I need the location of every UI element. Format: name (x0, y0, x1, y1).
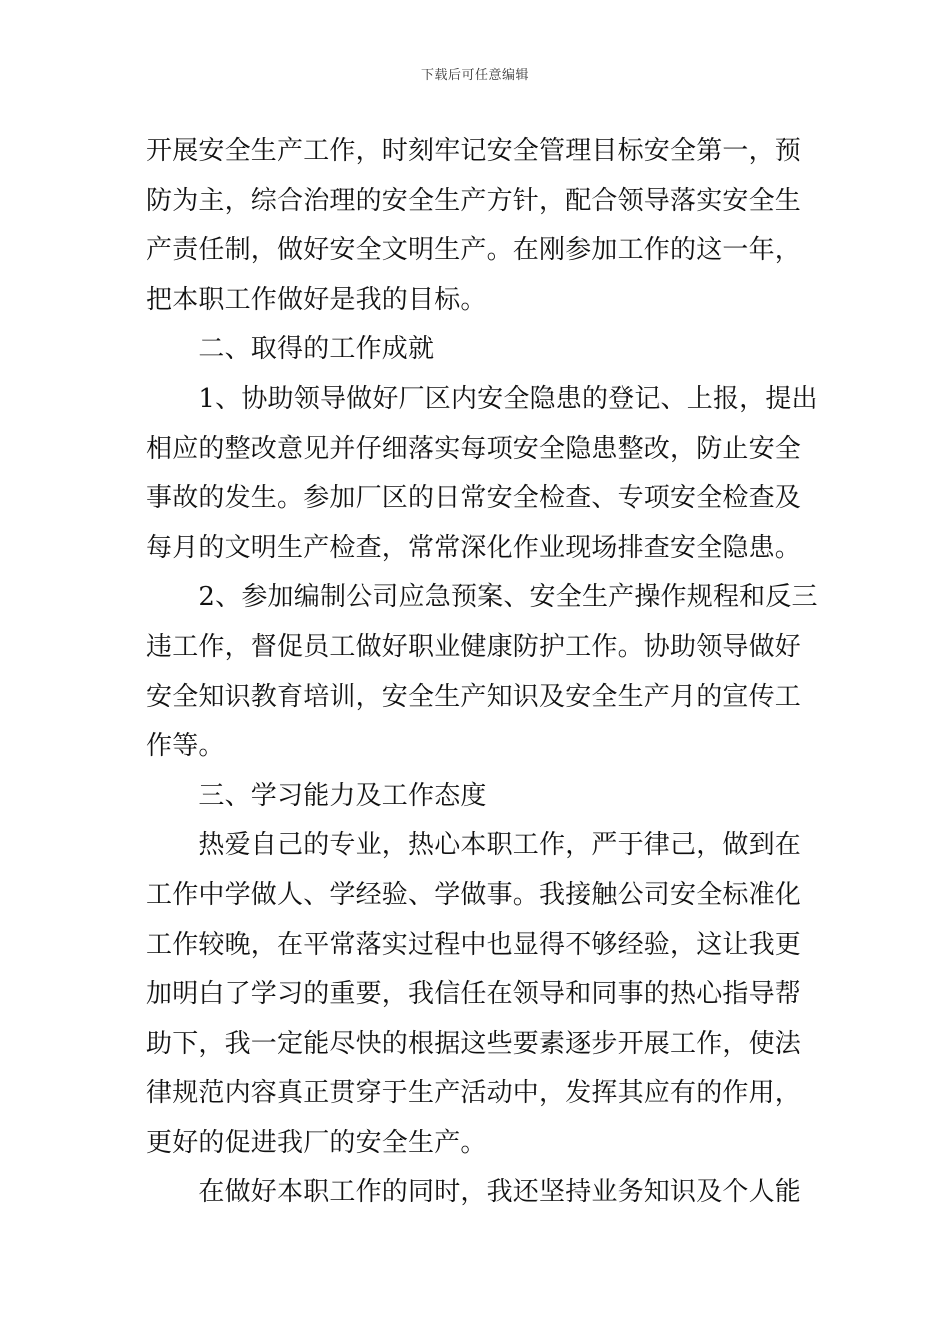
document-body (146, 127, 818, 1218)
text-line: 2、参加编制公司应急预案、安全生产操作规程和反三 (146, 582, 818, 613)
text-line: 助下，我一定能尽快的根据这些要素逐步开展工作，使法 (146, 1028, 802, 1059)
text-line: 更好的促进我厂的安全生产。 (146, 1127, 487, 1158)
text-line: 热爱自己的专业，热心本职工作，严于律己，做到在 (146, 830, 802, 861)
text-line: 1、协助领导做好厂区内安全隐患的登记、上报，提出 (146, 383, 818, 414)
text-line: 把本职工作做好是我的目标。 (146, 284, 487, 315)
text-line: 作等。 (146, 731, 225, 762)
text-line: 事故的发生。参加厂区的日常安全检查、专项安全检查及 (146, 483, 802, 514)
text-line: 工作较晚，在平常落实过程中也显得不够经验，这让我更 (146, 929, 802, 960)
text-line: 律规范内容真正贯穿于生产活动中，发挥其应有的作用， (146, 1078, 802, 1109)
page-header: 下载后可任意编辑 (420, 68, 529, 83)
text-line: 每月的文明生产检查，常常深化作业现场排查安全隐患。 (146, 532, 802, 563)
text-line: 加明白了学习的重要，我信任在领导和同事的热心指导帮 (146, 979, 802, 1010)
text-line: 产责任制，做好安全文明生产。在刚参加工作的这一年， (146, 235, 802, 266)
text-line: 违工作，督促员工做好职业健康防护工作。协助领导做好 (146, 631, 802, 662)
section-heading: 二、取得的工作成就 (146, 334, 435, 365)
text-line: 安全知识教育培训，安全生产知识及安全生产月的宣传工 (146, 681, 802, 712)
text-line: 防为主，综合治理的安全生产方针，配合领导落实安全生 (146, 185, 802, 216)
text-line: 工作中学做人、学经验、学做事。我接触公司安全标准化 (146, 879, 802, 910)
section-heading: 三、学习能力及工作态度 (146, 780, 487, 811)
text-line: 相应的整改意见并仔细落实每项安全隐患整改，防止安全 (146, 433, 802, 464)
text-line: 在做好本职工作的同时，我还坚持业务知识及个人能 (146, 1177, 802, 1208)
text-line: 开展安全生产工作，时刻牢记安全管理目标安全第一，预 (146, 136, 802, 166)
